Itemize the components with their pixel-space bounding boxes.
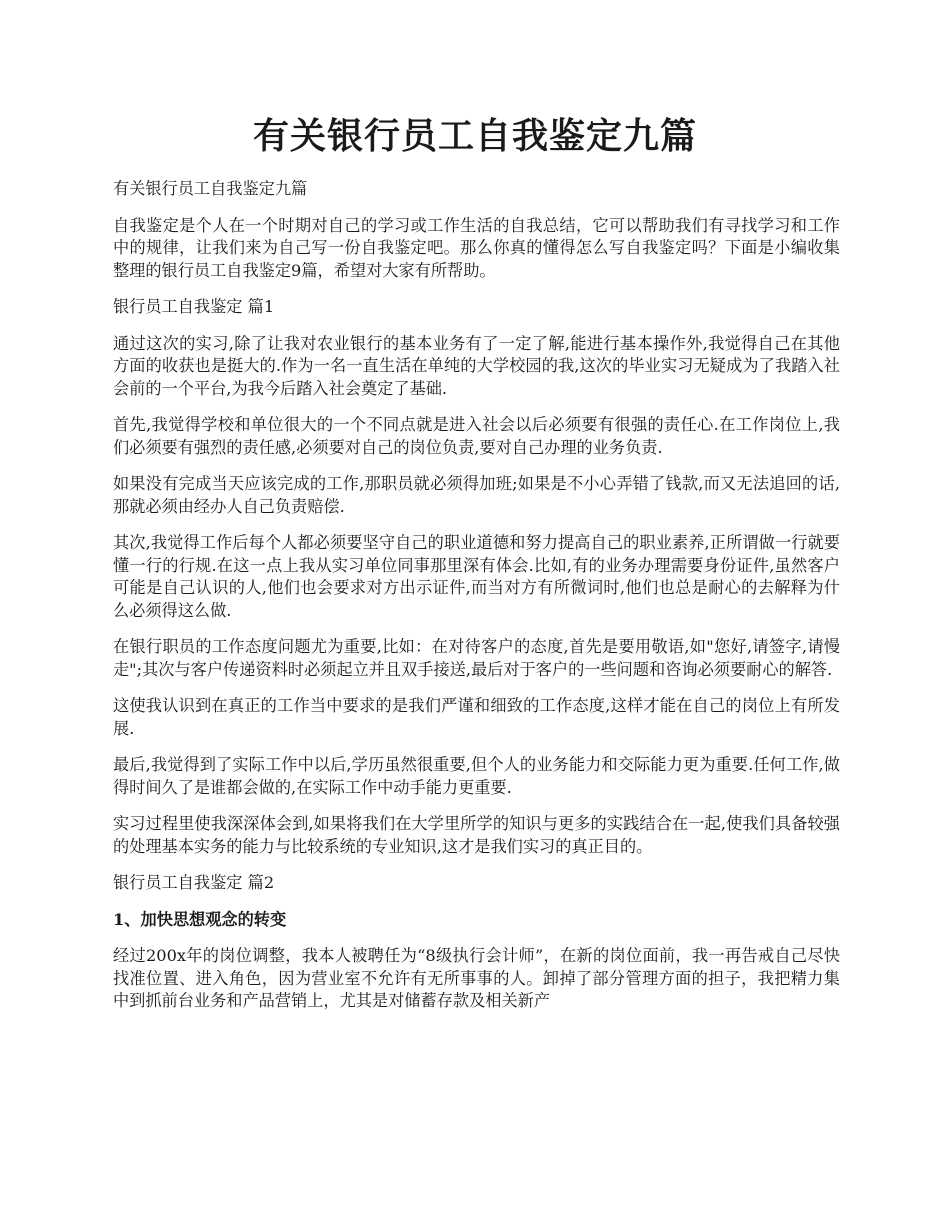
paragraph: 在银行职员的工作态度问题尤为重要,比如：在对待客户的态度,首先是要用敬语,如"您好,请签字,请慢走";其次与客户传递资料时必须起立并且双手接送,最后对于客户的一些问题和咨询必须要耐心的解答. <box>113 637 840 679</box>
subsection-heading: 1、加快思想观念的转变 <box>113 909 287 929</box>
paragraph: 实习过程里使我深深体会到,如果将我们在大学里所学的知识与更多的实践结合在一起,使我们具备较强的处理基本实务的能力与比较系统的专业知识,这才是我们实习的真正目的。 <box>113 814 840 856</box>
paragraph: 其次,我觉得工作后每个人都必须要坚守自己的职业道德和努力提高自己的职业素养,正所谓做一行就要懂一行的行规.在这一点上我从实习单位同事那里深有体会.比如,有的业务办理需要身份证件,虽然客户可能是自己认识的人,他们也会要求对方出示证件,而当对方有所微词时,他们也总是耐心的去解释为什么必须得这么做. <box>113 533 840 620</box>
paragraph: 如果没有完成当天应该完成的工作,那职员就必须得加班;如果是不小心弄错了钱款,而又无法追回的话,那就必须由经办人自己负责赔偿. <box>113 474 840 516</box>
section-heading-2: 银行员工自我鉴定 篇2 <box>113 873 275 892</box>
document-body <box>113 178 840 1027</box>
section-heading-1: 银行员工自我鉴定 篇1 <box>113 297 275 316</box>
paragraph-intro: 自我鉴定是个人在一个时期对自己的学习或工作生活的自我总结，它可以帮助我们有寻找学习和工作中的规律，让我们来为自己写一份自我鉴定吧。那么你真的懂得怎么写自我鉴定吗？下面是小编收集整理的银行员工自我鉴定9篇，希望对大家有所帮助。 <box>113 215 840 280</box>
paragraph: 经过200x年的岗位调整，我本人被聘任为“8级执行会计师”，在新的岗位面前，我一再告戒自己尽快找准位置、进入角色，因为营业室不允许有无所事事的人。卸掉了部分管理方面的担子，我把精力集中到抓前台业务和产品营销上，尤其是对储蓄存款及相关新产 <box>113 946 840 1010</box>
paragraph: 最后,我觉得到了实际工作中以后,学历虽然很重要,但个人的业务能力和交际能力更为重要.任何工作,做得时间久了是谁都会做的,在实际工作中动手能力更重要. <box>113 755 840 797</box>
paragraph-subtitle: 有关银行员工自我鉴定九篇 <box>113 179 308 198</box>
document-title: 有关银行员工自我鉴定九篇 <box>252 115 697 157</box>
paragraph: 首先,我觉得学校和单位很大的一个不同点就是进入社会以后必须要有很强的责任心.在工作岗位上,我们必须要有强烈的责任感,必须要对自己的岗位负责,要对自己办理的业务负责. <box>113 415 840 457</box>
paragraph: 通过这次的实习,除了让我对农业银行的基本业务有了一定了解,能进行基本操作外,我觉得自己在其他方面的收获也是挺大的.作为一名一直生活在单纯的大学校园的我,这次的毕业实习无疑成为了我踏入社会前的一个平台,为我今后踏入社会奠定了基础. <box>113 333 840 398</box>
paragraph: 这使我认识到在真正的工作当中要求的是我们严谨和细致的工作态度,这样才能在自己的岗位上有所发展. <box>113 696 840 738</box>
